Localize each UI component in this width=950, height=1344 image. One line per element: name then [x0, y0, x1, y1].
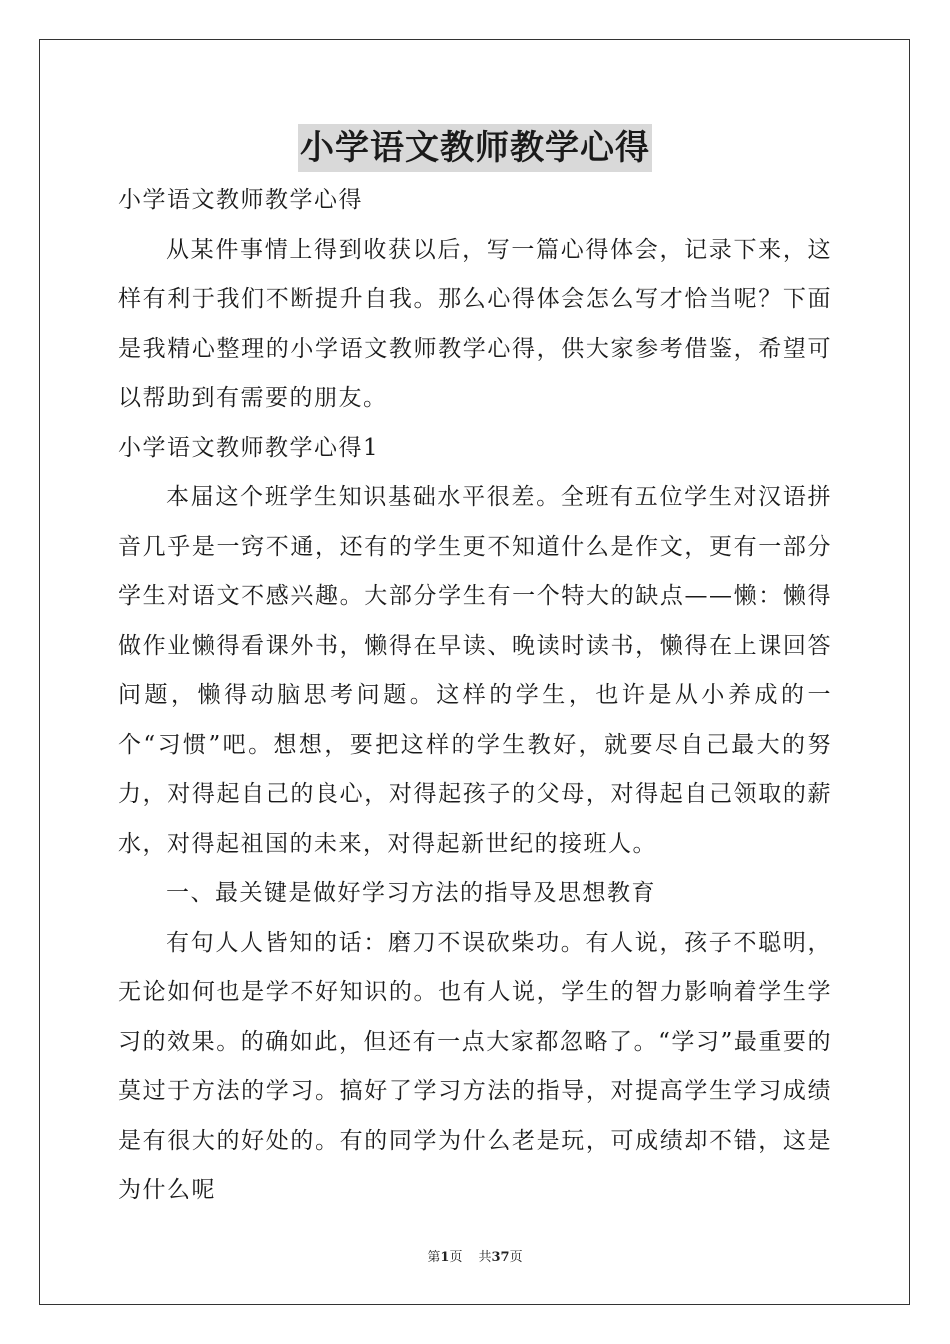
page-number: 第1页 — [427, 1250, 463, 1265]
document-title: 小学语文教师教学心得 — [298, 124, 652, 172]
document-body — [118, 176, 832, 1216]
subtitle-paragraph: 小学语文教师教学心得 — [118, 187, 363, 213]
page-footer — [0, 1246, 950, 1265]
point-heading: 一、最关键是做好学习方法的指导及思想教育 — [166, 880, 656, 906]
body-paragraph: 本届这个班学生知识基础水平很差。全班有五位学生对汉语拼音几乎是一窍不通，还有的学生更不知道什么是作文，更有一部分学生对语文不感兴趣。大部分学生有一个特大的缺点——懒：懒得做作业懒得看课外书，懒得在早读、晚读时读书，懒得在上课回答问题，懒得动脑思考问题。这样的学生，也许是从小养成的一个“习惯”吧。想想，要把这样的学生教好，就要尽自己最大的努力，对得起自己的良心，对得起孩子的父母，对得起自己领取的薪水，对得起祖国的未来，对得起新世纪的接班人。 — [118, 484, 832, 857]
intro-paragraph: 从某件事情上得到收获以后，写一篇心得体会，记录下来，这样有利于我们不断提升自我。那么心得体会怎么写才恰当呢？下面是我精心整理的小学语文教师教学心得，供大家参考借鉴，希望可以帮助到有需要的朋友。 — [118, 236, 832, 411]
section-heading: 小学语文教师教学心得1 — [118, 434, 380, 461]
page-total: 共37页 — [478, 1250, 523, 1265]
title-container — [0, 124, 950, 172]
body-paragraph: 有句人人皆知的话：磨刀不误砍柴功。有人说，孩子不聪明，无论如何也是学不好知识的。也有人说，学生的智力影响着学生学习的效果。的确如此，但还有一点大家都忽略了。“学习”最重要的莫过于方法的学习。搞好了学习方法的指导，对提高学生学习成绩是有很大的好处的。有的同学为什么老是玩，可成绩却不错，这是为什么呢 — [118, 929, 832, 1203]
